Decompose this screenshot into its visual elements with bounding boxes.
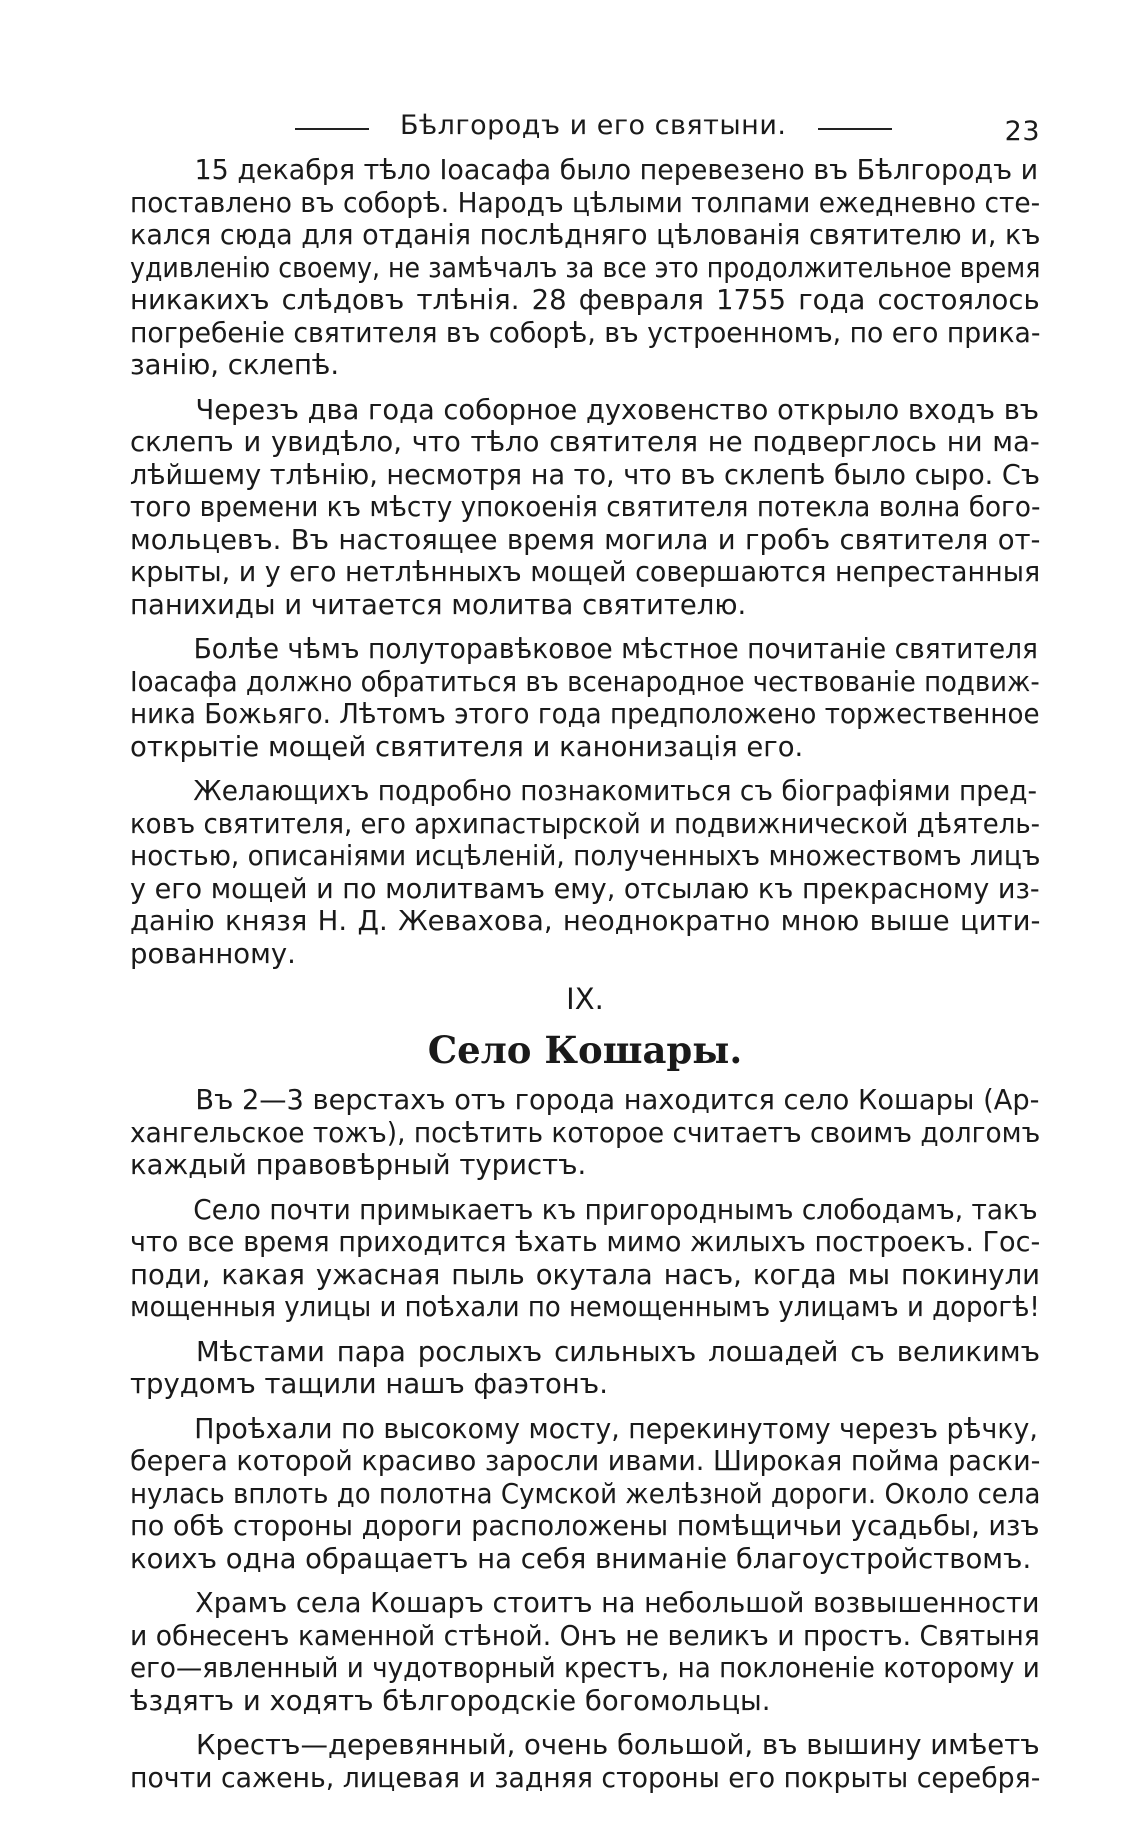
text-line: Желающихъ подробно познакомиться съ біографіями пред- (193, 775, 1038, 807)
text-line: мольцевъ. Въ настоящее время могила и гробъ святителя от- (130, 523, 1041, 556)
text-after-chapter (130, 1084, 1040, 1794)
text-line: крыты, и у его нетлѣнныхъ мощей совершаются непрестанныя (130, 556, 1041, 588)
paragraph (130, 154, 1040, 382)
header-rule-right (818, 128, 892, 130)
text-line: Храмъ села Кошаръ стоитъ на небольшой возвышенности (195, 1587, 1040, 1619)
text-line: Болѣе чѣмъ полуторавѣковое мѣстное почитаніе святителя (193, 633, 1038, 665)
text-line: Въ 2—3 верстахъ отъ города находится село Кошары (Ар- (195, 1084, 1040, 1116)
paragraph (130, 1587, 1040, 1717)
paragraph (130, 394, 1040, 622)
text-line: открытіе мощей святителя и канонизація его. (130, 730, 804, 763)
text-line: Черезъ два года соборное духовенство открыло входъ въ (195, 393, 1040, 426)
text-line: нулась вплоть до полотна Сумской желѣзной дороги. Около села (130, 1477, 1041, 1510)
text-line: кался сюда для отданія послѣдняго цѣлованія святителю и, къ (130, 219, 1041, 251)
paragraph (130, 1336, 1040, 1401)
text-line: панихиды и читается молитва святителю. (130, 588, 747, 621)
text-line: ѣздятъ и ходятъ бѣлгородскіе богомольцы. (130, 1684, 771, 1717)
text-line: и обнесенъ каменной стѣной. Онъ не великъ и простъ. Святыня (130, 1619, 1040, 1652)
text-line: его—явленный и чудотворный крестъ, на поклоненіе которому и (130, 1652, 1040, 1684)
text-line: каждый правовѣрный туристъ. (130, 1149, 587, 1181)
running-head-title: Бѣлгородъ и его святыни. (400, 110, 787, 141)
text-line: погребеніе святителя въ соборѣ, въ устроенномъ, по его прика- (130, 316, 1041, 349)
text-line: поди, какая ужасная пыль окутала насъ, когда мы покинули (130, 1258, 1041, 1291)
text-line: мощенныя улицы и поѣхали по немощеннымъ улицамъ и дорогѣ! (130, 1291, 1040, 1323)
text-line: что все время приходится ѣхать мимо жилыхъ построекъ. Гос- (130, 1226, 1041, 1258)
text-line: Крестъ—деревянный, очень большой, въ вышину имѣетъ (196, 1729, 1040, 1761)
text-line: ника Божьяго. Лѣтомъ этого года предположено торжественное (130, 698, 1040, 730)
header-rule-left (295, 128, 369, 130)
text-before-chapter (130, 154, 1040, 970)
text-line: Проѣхали по высокому мосту, перекинутому черезъ рѣчку, (194, 1412, 1038, 1445)
text-line: Мѣстами пара рослыхъ сильныхъ лошадей съ великимъ (196, 1335, 1040, 1368)
text-line: по обѣ стороны дороги расположены помѣщичьи усадьбы, изъ (130, 1510, 1040, 1542)
text-line: поставлено въ соборѣ. Народъ цѣлыми толпами ежедневно сте- (130, 186, 1041, 219)
text-line: того времени къ мѣсту упокоенія святителя потекла волна бого- (130, 491, 1041, 523)
chapter-title: Село Кошары. (427, 1028, 743, 1072)
paragraph (130, 633, 1040, 763)
paragraph (130, 1413, 1040, 1576)
paragraph (130, 775, 1040, 970)
text-line: склепъ и увидѣло, что тѣло святителя не подверглось ни ма- (130, 426, 1040, 458)
page-number: 23 (1004, 116, 1040, 147)
text-line: ностью, описаніями исцѣленій, полученныхъ множествомъ лицъ (130, 840, 1041, 872)
text-line: данію князя Н. Д. Жевахова, неоднократно мною выше цити- (130, 905, 1041, 937)
paragraph (130, 1729, 1040, 1794)
text-line: Село почти примыкаетъ къ пригороднымъ слободамъ, такъ (193, 1193, 1038, 1226)
text-line: ковъ святителя, его архипастырской и подвижнической дѣятель- (130, 807, 1040, 840)
text-line: занію, склепѣ. (130, 349, 340, 381)
text-line: у его мощей и по молитвамъ ему, отсылаю къ прекрасному из- (130, 872, 1040, 905)
text-line: хангельское тожъ), посѣтить которое считаетъ своимъ долгомъ (130, 1116, 1041, 1149)
text-line: 15 декабря тѣло Іоасафа было перевезено въ Бѣлгородъ и (194, 154, 1039, 186)
paragraph (130, 1194, 1040, 1324)
text-line: трудомъ тащили нашъ фаэтонъ. (130, 1368, 608, 1400)
chapter-number: IX. (566, 982, 604, 1016)
text-line: берега которой красиво заросли ивами. Широкая пойма раски- (130, 1445, 1041, 1477)
text-line: коихъ одна обращаетъ на себя вниманіе благоустройствомъ. (130, 1542, 1032, 1575)
text-line: почти сажень, лицевая и задняя стороны его покрыты серебря- (130, 1761, 1041, 1794)
text-line: лѣйшему тлѣнію, несмотря на то, что въ склепѣ было сыро. Съ (130, 458, 1041, 491)
text-line: рованному. (130, 937, 296, 970)
running-head (130, 110, 1040, 154)
text-line: никакихъ слѣдовъ тлѣнія. 28 февраля 1755 года состоялось (130, 284, 1040, 316)
text-line: Іоасафа должно обратиться въ всенародное чествованіе подвиж- (130, 665, 1040, 698)
paragraph (130, 1084, 1040, 1182)
text-line: удивленію своему, не замѣчалъ за все это продолжительное время (130, 251, 1041, 284)
